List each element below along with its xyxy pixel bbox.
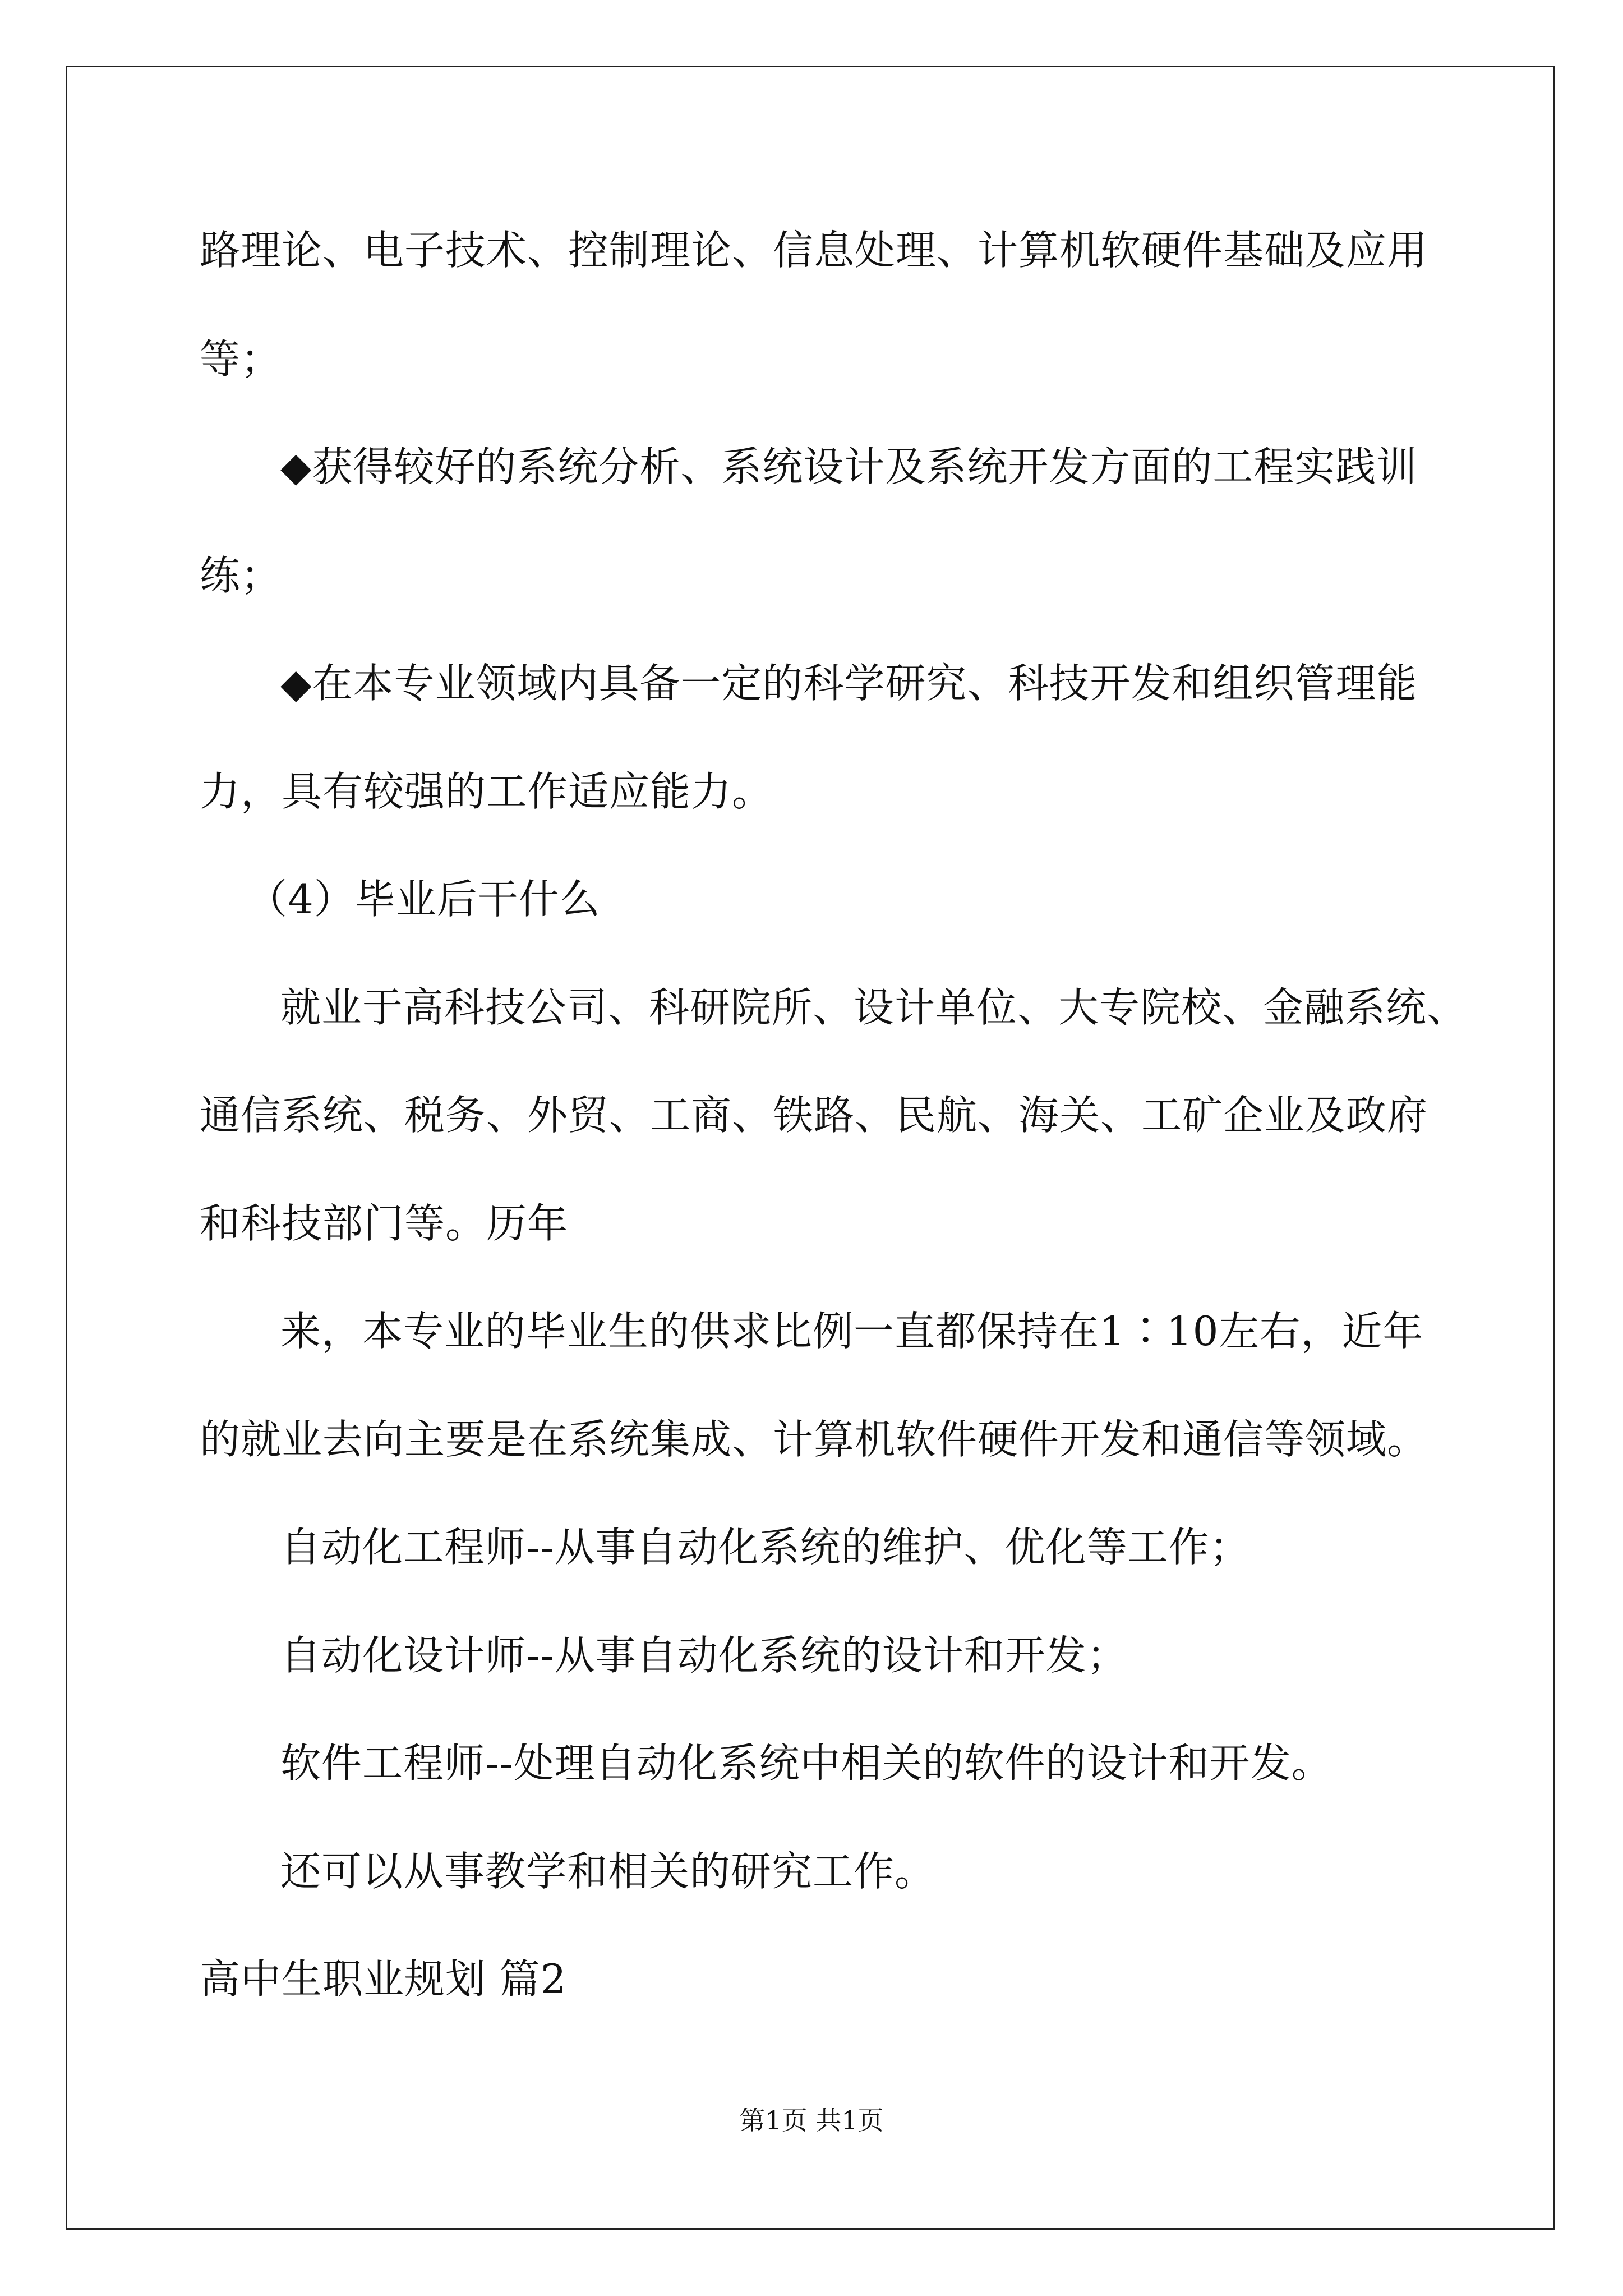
body-line: 和科技部门等。历年 <box>200 1200 569 1247</box>
body-line: 自动化设计师--从事自动化系统的设计和开发； <box>280 1632 1128 1679</box>
body-line: 就业于高科技公司、科研院所、设计单位、大专院校、金融系统、 <box>280 984 1468 1031</box>
bullet-line: ◆获得较好的系统分析、系统设计及系统开发方面的工程实践训 <box>280 443 1418 490</box>
body-line: 等； <box>200 335 282 383</box>
body-line: 练； <box>200 552 282 599</box>
body-line: 软件工程师--处理自动化系统中相关的软件的设计和开发。 <box>280 1740 1332 1787</box>
bullet-line: ◆在本专业领域内具备一定的科学研究、科技开发和组织管理能 <box>280 660 1418 707</box>
body-line: 的就业去向主要是在系统集成、计算机软件硬件开发和通信等领域。 <box>200 1416 1428 1463</box>
body-line: 路理论、电子技术、控制理论、信息处理、计算机软硬件基础及应用 <box>200 227 1428 274</box>
article-heading: 高中生职业规划 篇2 <box>200 1955 567 2003</box>
page-footer: 第1页 共1页 <box>739 2105 884 2136</box>
body-line: 还可以从事教学和相关的研究工作。 <box>280 1848 936 1895</box>
body-line: 力，具有较强的工作适应能力。 <box>200 768 773 815</box>
page-border <box>66 66 1555 2230</box>
body-line: 来，本专业的毕业生的供求比例一直都保持在1∶10左右，近年 <box>280 1308 1424 1355</box>
section-heading: （4）毕业后干什么 <box>247 876 601 923</box>
body-line: 自动化工程师--从事自动化系统的维护、优化等工作； <box>280 1524 1251 1571</box>
body-line: 通信系统、税务、外贸、工商、铁路、民航、海关、工矿企业及政府 <box>200 1092 1428 1139</box>
